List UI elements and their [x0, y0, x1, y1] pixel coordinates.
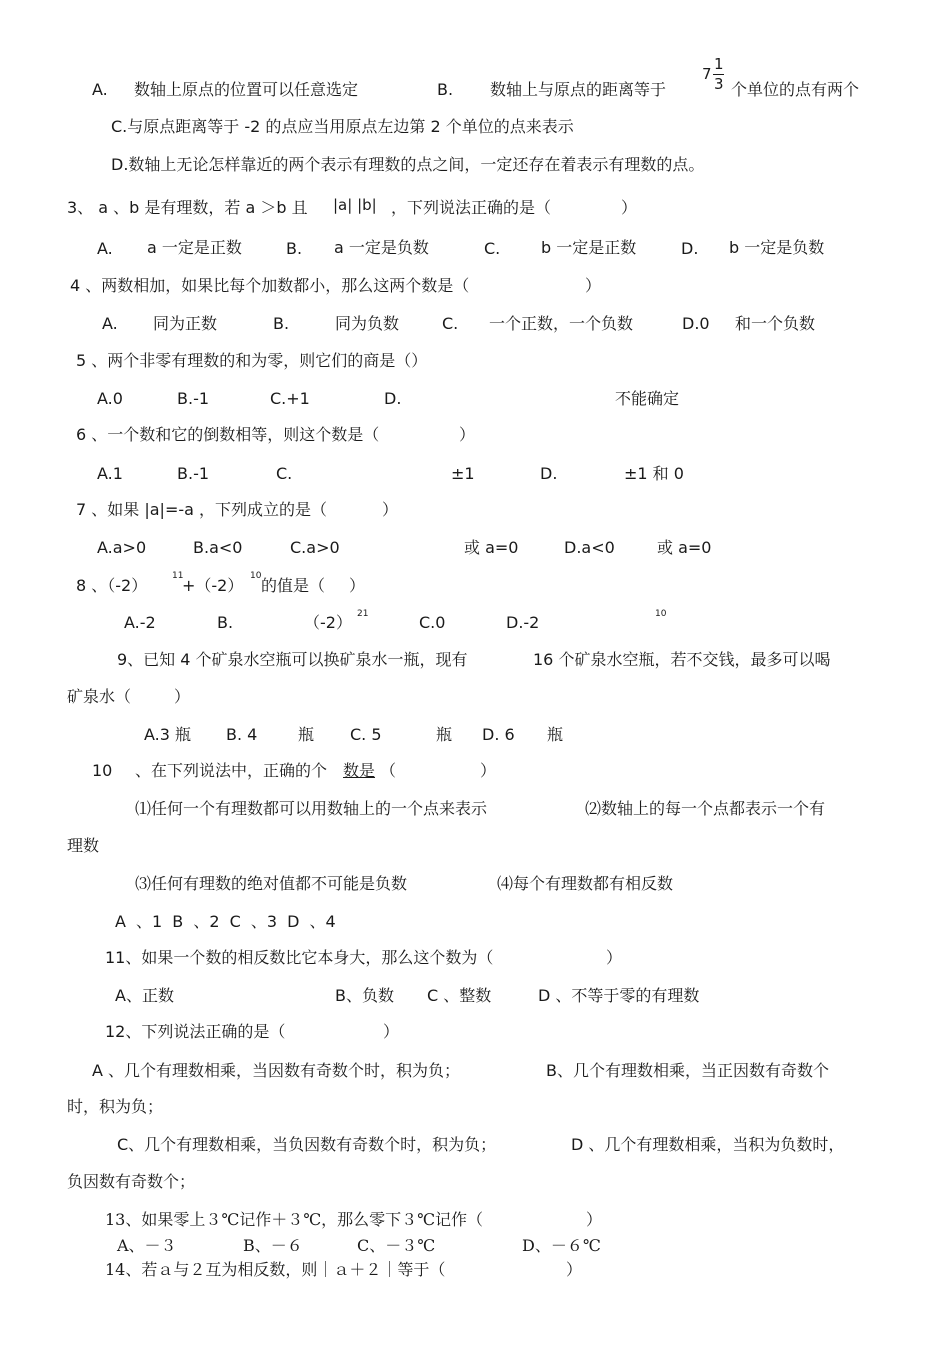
- q4-stem: 4 、两数相加，如果比每个加数都小，那么这两个数是（: [70, 276, 470, 295]
- q7-option-d-label: D.a<0: [564, 538, 615, 557]
- q13-paren-close: ）: [586, 1210, 603, 1229]
- q3-abs-expression: |a| |b|: [333, 196, 377, 214]
- q9-line2: 矿泉水（: [67, 687, 132, 706]
- q6-paren-close: ）: [459, 425, 476, 444]
- q11-option-b: B、负数: [335, 986, 394, 1005]
- q12-option-b-b: 时，积为负；: [67, 1097, 164, 1116]
- q5-option-d-label: D.: [384, 389, 402, 408]
- q8-option-b-exponent: 21: [357, 609, 369, 619]
- q8-paren-close: ）: [349, 576, 366, 595]
- q3-option-b-text: a 一定是负数: [334, 238, 429, 257]
- q13-option-c: C、－３℃: [357, 1236, 436, 1255]
- q3-option-a-label: A.: [97, 239, 113, 258]
- q10-item-1: ⑴任何一个有理数都可以用数轴上的一个点来表示: [135, 799, 488, 818]
- q13-stem: 13、如果零上３℃记作＋３℃，那么零下３℃记作（: [105, 1210, 484, 1229]
- q10-stem-b: （: [380, 761, 397, 780]
- q7-option-c-text: 或 a=0: [464, 538, 519, 557]
- q10-item-4: ⑷每个有理数都有相反数: [497, 874, 674, 893]
- q10-item-3: ⑶任何有理数的绝对值都不可能是负数: [135, 874, 408, 893]
- q12-option-b-a: B、几个有理数相乘，当正因数有奇数个: [546, 1061, 829, 1080]
- q5-option-d-text: 不能确定: [615, 389, 680, 408]
- q9-option-a: A.3 瓶: [144, 725, 192, 744]
- q4-option-a-label: A.: [102, 314, 118, 333]
- q12-stem: 12、下列说法正确的是（: [105, 1022, 286, 1041]
- q5-stem: 5 、两个非零有理数的和为零，则它们的商是（）: [76, 351, 428, 370]
- q9-option-c: C. 5: [350, 725, 382, 744]
- q2-option-a-label: A.: [92, 80, 108, 99]
- q9-line1-b: 16 个矿泉水空瓶，若不交钱，最多可以喝: [533, 650, 831, 669]
- q3-stem-b: ，下列说法正确的是（: [391, 198, 552, 217]
- q13-option-d: D、－６℃: [522, 1236, 601, 1255]
- q6-option-d-text: ±1 和 0: [624, 464, 684, 483]
- q8-option-d-exponent: 10: [655, 609, 667, 619]
- q8-option-a: A.-2: [124, 613, 156, 632]
- q3-option-a-text: a 一定是正数: [147, 238, 242, 257]
- q8-option-d: D.-2: [506, 613, 540, 632]
- q4-option-c-label: C.: [442, 314, 459, 333]
- q10-number: 10: [92, 761, 113, 780]
- q10-stem-underlined: 数是: [343, 761, 376, 780]
- q10-options: A 、1 B 、2 C 、3 D 、4: [115, 912, 336, 931]
- fraction-denominator: 3: [714, 75, 724, 93]
- q12-option-d-b: 负因数有奇数个；: [67, 1172, 196, 1191]
- q11-paren-close: ）: [606, 948, 623, 967]
- q7-option-c-label: C.a>0: [290, 538, 340, 557]
- q6-stem: 6 、一个数和它的倒数相等，则这个数是（: [76, 425, 380, 444]
- q9-option-b: B. 4: [226, 725, 258, 744]
- q2-mixed-fraction: [702, 56, 728, 96]
- q13-option-b: B、－６: [243, 1236, 303, 1255]
- q7-paren-close: ）: [382, 500, 399, 519]
- q8-stem-b: +（-2）: [182, 576, 244, 595]
- q2-option-a-text: 数轴上原点的位置可以任意选定: [134, 80, 359, 99]
- q9-line1-a: 9、已知 4 个矿泉水空瓶可以换矿泉水一瓶，现有: [117, 650, 468, 669]
- q6-option-b: B.-1: [177, 464, 210, 483]
- q10-item-2-b: 理数: [67, 836, 100, 855]
- q6-option-c-text: ±1: [451, 464, 475, 483]
- q9-option-d-unit: 瓶: [547, 725, 564, 744]
- q3-option-c-label: C.: [484, 239, 501, 258]
- q8-option-c: C.0: [419, 613, 446, 632]
- q12-option-a: A 、几个有理数相乘，当因数有奇数个时，积为负；: [92, 1061, 461, 1080]
- q4-option-c-text: 一个正数，一个负数: [489, 314, 634, 333]
- q8-stem-c: 的值是（: [261, 576, 326, 595]
- q11-option-a: A、正数: [115, 986, 174, 1005]
- q2-option-c: C.与原点距离等于 -2 的点应当用原点左边第 2 个单位的点来表示: [111, 117, 574, 136]
- q7-stem: 7 、如果 |a|=-a ，下列成立的是（: [76, 500, 328, 519]
- q10-paren-close: ）: [480, 761, 497, 780]
- q7-option-d-text: 或 a=0: [657, 538, 712, 557]
- q5-option-a: A.0: [97, 389, 123, 408]
- q14-stem: 14、若ａ与２互为相反数，则｜ａ＋２｜等于（: [105, 1260, 446, 1279]
- q14-paren-close: ）: [566, 1260, 583, 1279]
- q11-option-d: D 、不等于零的有理数: [538, 986, 700, 1005]
- q4-option-a-text: 同为正数: [153, 314, 218, 333]
- q3-option-d-text: b 一定是负数: [729, 238, 825, 257]
- q7-option-a: A.a>0: [97, 538, 147, 557]
- q3-option-c-text: b 一定是正数: [541, 238, 637, 257]
- q4-option-b-text: 同为负数: [335, 314, 400, 333]
- q4-option-b-label: B.: [273, 314, 290, 333]
- q8-option-b-label: B.: [217, 613, 234, 632]
- q3-paren-close: ）: [621, 198, 638, 217]
- q6-option-c-label: C.: [276, 464, 293, 483]
- q7-option-b: B.a<0: [193, 538, 243, 557]
- q9-option-d: D. 6: [482, 725, 515, 744]
- q8-option-b-text: （-2）: [304, 613, 352, 632]
- q2-option-b-label: B.: [437, 80, 454, 99]
- q5-option-b: B.-1: [177, 389, 210, 408]
- q11-stem: 11、如果一个数的相反数比它本身大，那么这个数为（: [105, 948, 494, 967]
- q6-option-a: A.1: [97, 464, 123, 483]
- q8-exponent-10: 10: [250, 571, 262, 581]
- q11-option-c: C 、整数: [427, 986, 492, 1005]
- q2-option-b-tail: 个单位的点有两个: [731, 80, 860, 99]
- q9-paren-close: ）: [174, 687, 191, 706]
- q4-option-d-text: 和一个负数: [735, 314, 816, 333]
- q2-option-d: D.数轴上无论怎样靠近的两个表示有理数的点之间，一定还存在着表示有理数的点。: [111, 155, 705, 174]
- q10-item-2-a: ⑵数轴上的每一个点都表示一个有: [585, 799, 826, 818]
- q4-option-d-label: D.0: [682, 314, 710, 333]
- q9-option-c-unit: 瓶: [436, 725, 453, 744]
- q3-stem-a: 3、 a 、b 是有理数，若 a ＞b 且: [67, 198, 308, 217]
- q8-stem-a: 8 、（-2）: [76, 576, 148, 595]
- q12-option-c: C、几个有理数相乘，当负因数有奇数个时，积为负；: [117, 1135, 497, 1154]
- q12-paren-close: ）: [383, 1022, 400, 1041]
- q3-option-d-label: D.: [681, 239, 699, 258]
- q10-stem-a: 、在下列说法中，正确的个: [135, 761, 328, 780]
- q4-paren-close: ）: [585, 276, 602, 295]
- q6-option-d-label: D.: [540, 464, 558, 483]
- q9-option-b-unit: 瓶: [298, 725, 315, 744]
- fraction-whole: 7: [702, 65, 712, 83]
- fraction-numerator: 1: [714, 55, 724, 73]
- q5-option-c: C.+1: [270, 389, 310, 408]
- q3-option-b-label: B.: [286, 239, 303, 258]
- q12-option-d-a: D 、几个有理数相乘，当积为负数时，: [571, 1135, 845, 1154]
- q2-option-b-text: 数轴上与原点的距离等于: [490, 80, 667, 99]
- q8-exponent-11: 11: [172, 571, 184, 581]
- q13-option-a: A、－３: [117, 1236, 177, 1255]
